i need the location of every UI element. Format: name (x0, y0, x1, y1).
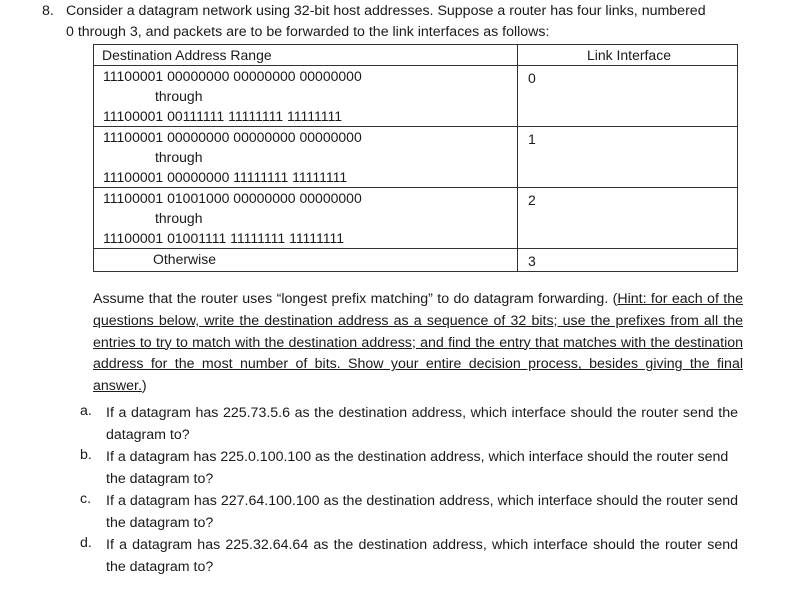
table-row-otherwise (94, 249, 738, 272)
range-through: through (155, 210, 203, 226)
table-row (94, 127, 738, 188)
otherwise-cell (94, 249, 518, 272)
question-number: 8. (42, 3, 54, 19)
link-cell: 0 (518, 66, 738, 127)
subquestion-label: a. (80, 403, 92, 419)
hint-label: Hint (617, 291, 643, 307)
assumption-intro: Assume that the router uses “longest prefix matching” to do datagram forwarding. ( (93, 291, 618, 307)
link-cell: 3 (518, 249, 738, 272)
range-through: through (155, 88, 203, 104)
range-start: 11100001 01001000 00000000 00000000 (103, 190, 362, 206)
table-header-row (94, 45, 738, 66)
header-destination-range: Destination Address Range (94, 45, 518, 66)
otherwise-label: Otherwise (153, 251, 217, 267)
subquestion-text: If a datagram has 227.64.100.100 as the destination address, which interface should the router send the datagram to? (106, 493, 738, 531)
subquestion-label: c. (80, 491, 92, 507)
range-end: 11100001 00111111 11111111 11111111 (103, 108, 343, 124)
range-cell (94, 127, 518, 188)
subquestion-text: If a datagram has 225.73.5.6 as the destination address, which interface should the router send the datagram to? (106, 405, 738, 443)
range-start: 11100001 00000000 00000000 00000000 (103, 129, 362, 145)
forwarding-table (93, 44, 738, 272)
assumption-close: ) (141, 378, 147, 395)
hint-text: : for each of the questions below, write the destination address as a sequence of 32 bits; use the prefixes from all the entries to try to match with the destination address; and find the entry that matches with the destination address for the most number of bits. Show your entire decision process, besides giving the final answer. (93, 291, 743, 395)
question-text-line-2: 0 through 3, and packets are to be forwarded to the link interfaces as follows: (66, 24, 550, 40)
subquestion-label: d. (80, 535, 92, 551)
header-link-interface: Link Interface (518, 45, 738, 66)
link-cell: 2 (518, 188, 738, 249)
table-row (94, 66, 738, 127)
range-end: 11100001 01001111 11111111 11111111 (103, 230, 345, 246)
assumption-paragraph (93, 289, 743, 398)
range-through: through (155, 149, 203, 165)
subquestion-text: If a datagram has 225.32.64.64 as the destination address, which interface should the router send the datagram to? (106, 537, 738, 575)
table-row (94, 188, 738, 249)
subquestion-text: If a datagram has 225.0.100.100 as the destination address, which interface should the router send the datagram to? (106, 449, 729, 487)
link-cell: 1 (518, 127, 738, 188)
question-text-line-1: Consider a datagram network using 32-bit host addresses. Suppose a router has four links, numbered (66, 3, 706, 19)
subquestion-label: b. (80, 447, 92, 463)
range-start: 11100001 00000000 00000000 00000000 (103, 68, 362, 84)
range-cell (94, 188, 518, 249)
range-end: 11100001 00000000 11111111 11111111 (103, 169, 348, 185)
range-cell (94, 66, 518, 127)
